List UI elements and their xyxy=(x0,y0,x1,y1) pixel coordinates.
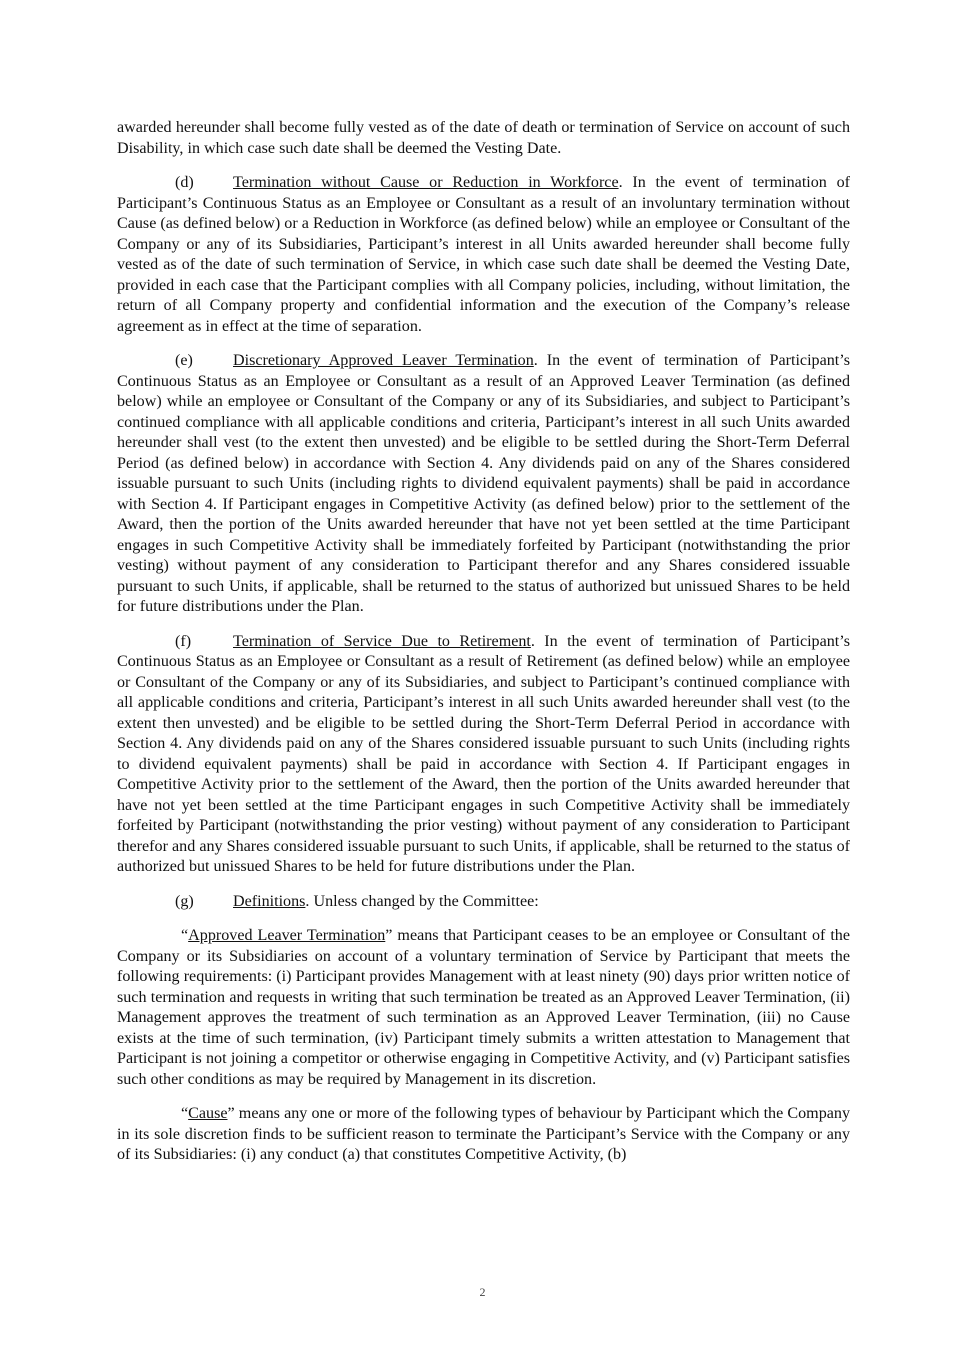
section-f-body: . In the event of termination of Participant’s Continuous Status as an Employee or Consultant as a result of Retirement (as defined below) while an employee or Consultant of the Company or any of its Subsidiaries, and subject to Participant’s continued compliance with all applicable conditions and criteria, Participant’s interest in all such Units awarded hereunder shall vest (to the extent then unvested) and be eligible to be settled during the Short-Term Deferral Period in accordance with Section 4. Any dividends paid on any of the Shares considered issuable pursuant to such Units (including rights to dividend equivalent payments) shall be paid in accordance with Section 4. If Participant engages in Competitive Activity prior to the settlement of the Award, then the portion of the Units awarded hereunder that have not yet been settled at the time Participant engages in such Competitive Activity shall be immediately forfeited by Participant (notwithstanding the prior vesting) without payment of any consideration to Participant therefor and any Shares considered issuable pursuant to such Units, if applicable, shall be returned to the status of authorized but unissued Shares to be held for future distributions under the Plan. xyxy=(117,632,850,875)
section-e-body: . In the event of termination of Participant’s Continuous Status as an Employee or Consultant as a result of an Approved Leaver Termination (as defined below) while an employee or Consultant of the Company or any of its Subsidiaries, and subject to Participant’s continued compliance with all applicable conditions and criteria, Participant’s interest in all such Units awarded hereunder shall vest (to the extent then unvested) and be eligible to be settled during the Short-Term Deferral Period (as defined below) in accordance with Section 4. Any dividends paid on any of the Shares considered issuable pursuant to such Units (including rights to dividend equivalent payments) shall be paid in accordance with Section 4. If Participant engages in Competitive Activity (as defined below) prior to the settlement of the Award, then the portion of the Units awarded hereunder that have not yet been settled at the time Participant engages in such Competitive Activity shall be immediately forfeited by Participant (notwithstanding the prior vesting) without payment of any consideration to Participant therefor and any Shares considered issuable pursuant to such Units, if applicable, shall be returned to the status of authorized but unissued Shares to be held for future distributions under the Plan. xyxy=(117,352,850,615)
section-f-heading: Termination of Service Due to Retirement xyxy=(233,632,531,650)
definition-cause xyxy=(117,1104,850,1166)
section-e-number: (e) xyxy=(175,352,193,369)
paragraph-intro: awarded hereunder shall become fully vested as of the date of death or termination of Service on account of such Disability, in which case such date shall be deemed the Vesting Date. xyxy=(117,119,850,157)
section-d-body: . In the event of termination of Participant’s Continuous Status as an Employee or Consultant as a result of an involuntary termination without Cause (as defined below) or a Reduction in Workforce (as defined below) while an employee or Consultant of the Company or any of its Subsidiaries, Participant’s interest in all Units awarded hereunder shall become fully vested as of the date of such termination of Service, in which case such date shall be deemed the Vesting Date, provided in each case that the Participant complies with all Company policies, including, without limitation, the return of all Company property and confidential information and the execution of the Company’s release agreement as in effect at the time of separation. xyxy=(117,174,850,335)
section-d xyxy=(117,173,850,337)
section-d-number: (d) xyxy=(175,174,194,191)
definition-cause-open-quote: “ xyxy=(181,1105,189,1122)
section-e xyxy=(117,351,850,618)
section-d-heading: Termination without Cause or Reduction in Workforce xyxy=(233,174,619,191)
definition-cause-body: ” means any one or more of the following types of behaviour by Participant which the Company in its sole discretion finds to be sufficient reason to terminate the Participant’s Service with the Company or any of its Subsidiaries: (i) any conduct (a) that constitutes Competitive Activity, (b) xyxy=(117,1105,850,1163)
document-page xyxy=(117,118,850,1180)
definition-approved-term: Approved Leaver Termination xyxy=(188,927,386,944)
section-e-heading: Discretionary Approved Leaver Termination xyxy=(233,352,534,369)
definition-approved-leaver xyxy=(117,926,850,1090)
section-f-number: (f) xyxy=(175,632,192,650)
definition-cause-term: Cause xyxy=(188,1105,228,1122)
definition-approved-body: ” means that Participant ceases to be an employee or Consultant of the Company or its Subsidiaries on account of a voluntary termination of Service by Participant that meets the following requirements: (i) Participant provides Management with at least ninety (90) days prior written notice of such termination and requests in writing that such termination be treated as an Approved Leaver Termination, (ii) Management approves the treatment of such termination as an Approved Leaver Termination, (iii) no Cause exists at the time of such termination, (iv) Participant timely submits a written attestation to Management that Participant is not joining a competitor or otherwise engaging in Competitive Activity, and (v) Participant satisfies such other conditions as may be required by Management in its discretion. xyxy=(117,927,850,1088)
definition-approved-open-quote: “ xyxy=(181,927,189,944)
section-g-heading: Definitions xyxy=(233,892,306,910)
section-g-body: . Unless changed by the Committee: xyxy=(305,892,539,910)
section-g-number: (g) xyxy=(175,892,194,910)
page-number: 2 xyxy=(479,1285,486,1299)
section-f xyxy=(117,632,850,878)
section-g xyxy=(117,892,850,913)
